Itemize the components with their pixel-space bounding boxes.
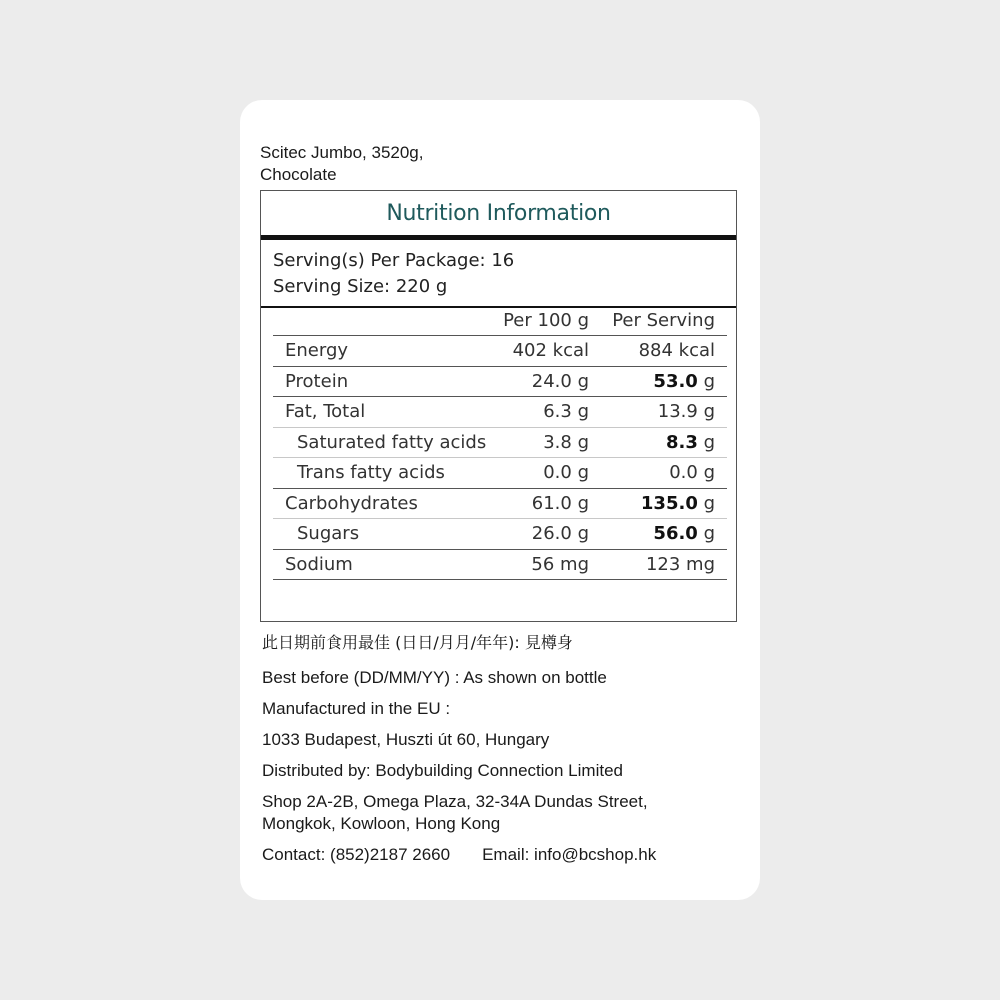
value-unit: g bbox=[697, 370, 715, 392]
product-name-line1: Scitec Jumbo, 3520g, bbox=[260, 143, 424, 162]
value-per-serving bbox=[589, 519, 727, 550]
table-row bbox=[273, 549, 727, 580]
shop-address-line1: Shop 2A-2B, Omega Plaza, 32-34A Dundas Street, bbox=[262, 792, 648, 811]
value-per-serving: 884 kcal bbox=[589, 336, 727, 367]
value-per-100g: 56 mg bbox=[489, 549, 589, 580]
label-info bbox=[262, 632, 742, 875]
manufactured-in: Manufactured in the EU : bbox=[262, 699, 451, 718]
value-per-100g: 6.3 g bbox=[489, 397, 589, 428]
header-nutrient bbox=[273, 305, 489, 336]
contact-phone: Contact: (852)2187 2660 bbox=[262, 845, 451, 864]
nutrient-name: Fat, Total bbox=[273, 397, 489, 428]
nutrition-title: Nutrition Information bbox=[386, 201, 611, 226]
value-per-serving bbox=[589, 427, 727, 458]
table-row bbox=[273, 427, 727, 458]
serving-size: Serving Size: 220 g bbox=[273, 276, 448, 297]
table-row bbox=[273, 458, 727, 489]
value-per-serving bbox=[589, 366, 727, 397]
value-per-serving: 13.9 g bbox=[589, 397, 727, 428]
value-per-serving: 0.0 g bbox=[589, 458, 727, 489]
value-per-serving bbox=[589, 488, 727, 519]
table-row bbox=[273, 488, 727, 519]
value-per-100g: 3.8 g bbox=[489, 427, 589, 458]
value-number: 8.3 bbox=[665, 431, 698, 453]
serving-info bbox=[261, 240, 736, 306]
value-unit: g bbox=[697, 431, 715, 453]
nutrient-name: Sodium bbox=[273, 549, 489, 580]
value-unit: g bbox=[697, 492, 715, 514]
value-per-serving: 123 mg bbox=[589, 549, 727, 580]
value-per-100g: 402 kcal bbox=[489, 336, 589, 367]
nutrient-name: Trans fatty acids bbox=[273, 458, 489, 489]
manufacturer-address: 1033 Budapest, Huszti út 60, Hungary bbox=[262, 730, 550, 749]
servings-per-package: Serving(s) Per Package: 16 bbox=[273, 250, 515, 271]
value-per-100g: 26.0 g bbox=[489, 519, 589, 550]
value-number: 53.0 bbox=[653, 370, 698, 392]
value-per-100g: 61.0 g bbox=[489, 488, 589, 519]
shop-address-line2: Mongkok, Kowloon, Hong Kong bbox=[262, 814, 501, 833]
best-before-zh: 此日期前食用最佳 (日日/月月/年年): 見樽身 bbox=[262, 633, 573, 652]
nutrient-name: Energy bbox=[273, 336, 489, 367]
nutrition-table bbox=[273, 305, 727, 580]
product-name-line2: Chocolate bbox=[260, 165, 337, 184]
value-per-100g: 24.0 g bbox=[489, 366, 589, 397]
nutrient-name: Carbohydrates bbox=[273, 488, 489, 519]
nutrient-name: Saturated fatty acids bbox=[273, 427, 489, 458]
value-number: 56.0 bbox=[653, 523, 698, 545]
nutrient-name: Sugars bbox=[273, 519, 489, 550]
shop-address bbox=[262, 791, 742, 835]
table-row bbox=[273, 366, 727, 397]
nutrition-panel bbox=[260, 190, 737, 622]
contact-line bbox=[262, 844, 742, 866]
table-row bbox=[273, 397, 727, 428]
header-per-serving: Per Serving bbox=[589, 305, 727, 336]
header-per-100g: Per 100 g bbox=[489, 305, 589, 336]
distributor: Distributed by: Bodybuilding Connection Limited bbox=[262, 761, 623, 780]
value-unit: g bbox=[697, 523, 715, 545]
value-per-100g: 0.0 g bbox=[489, 458, 589, 489]
value-number: 135.0 bbox=[640, 492, 698, 514]
table-row bbox=[273, 519, 727, 550]
label-card bbox=[240, 100, 760, 900]
best-before-en: Best before (DD/MM/YY) : As shown on bottle bbox=[262, 668, 607, 687]
table-row bbox=[273, 336, 727, 367]
nutrient-name: Protein bbox=[273, 366, 489, 397]
table-header-row bbox=[273, 305, 727, 336]
contact-email: Email: info@bcshop.hk bbox=[482, 845, 657, 864]
product-name bbox=[260, 142, 560, 186]
